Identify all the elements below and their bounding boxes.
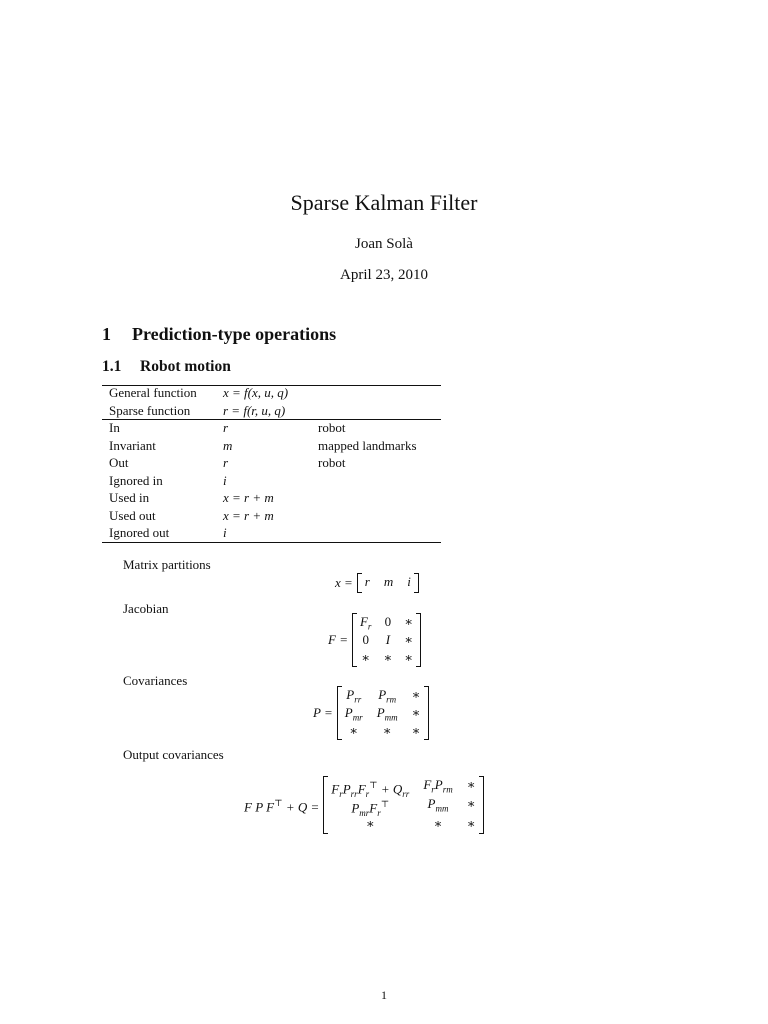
matrix-entry: i [407, 574, 411, 589]
right-bracket [424, 686, 429, 740]
table-row: Sparse function r = f(r, u, q) [109, 403, 286, 418]
jacobian-equation [328, 613, 421, 667]
section-number: 1 [102, 324, 111, 344]
matrix-entry: ∗ [411, 705, 421, 720]
table-row: Used out x = r + m [109, 508, 274, 523]
output-lhs: F P F⊤ + Q = [244, 798, 320, 815]
table-row: Out r robot [109, 455, 346, 470]
partitions-label: Matrix partitions [123, 557, 211, 572]
matrix-entry: ∗ [365, 815, 375, 831]
matrix-entry: $P_{mr}$ [344, 705, 363, 723]
partitions-lhs: x = [335, 575, 353, 590]
matrix-entry: 0 [362, 632, 369, 647]
matrix-entry: ∗ [404, 650, 414, 665]
output-covariances-label: Output covariances [123, 747, 224, 762]
author: Joan Solà [355, 236, 413, 252]
output-covariances-equation [244, 776, 484, 834]
matrix-entry: ∗ [382, 723, 392, 738]
matrix-entry: $P_{mm}$ [427, 796, 449, 815]
covariances-matrix [342, 686, 424, 740]
partitions-matrix [362, 573, 414, 593]
matrix-entry: ∗ [383, 650, 393, 665]
jacobian-lhs: F = [328, 632, 348, 647]
table-row: General function x = f(x, u, q) [109, 385, 289, 400]
covariances-equation [313, 686, 429, 740]
matrix-entry: I [385, 632, 391, 647]
subsection-number: 1.1 [102, 358, 122, 375]
table-row: Used in x = r + m [109, 490, 274, 505]
document-title: Sparse Kalman Filter [290, 190, 478, 215]
jacobian-matrix [357, 613, 416, 667]
table-row: Invariant m mapped landmarks [109, 438, 417, 453]
matrix-entry: $F_rP_{rr}F_r^⊤ + Q_{rr}$ [331, 780, 410, 799]
section-heading [102, 324, 336, 345]
covariances-label: Covariances [123, 673, 188, 688]
right-bracket [416, 613, 421, 667]
date: April 23, 2010 [340, 267, 428, 283]
table-row: Ignored out i [109, 525, 227, 540]
matrix-entry: $P_{mm}$ [376, 705, 398, 723]
matrix-entry: $P_{rm}$ [378, 687, 397, 705]
partitions-equation [335, 573, 419, 593]
right-bracket [414, 573, 419, 593]
section-title: Prediction-type operations [132, 324, 337, 344]
matrix-entry: ∗ [361, 650, 371, 665]
covariances-lhs: P = [313, 705, 333, 720]
matrix-entry: ∗ [466, 796, 476, 812]
matrix-entry: ∗ [466, 777, 476, 792]
matrix-entry: 0 [384, 614, 392, 629]
subsection-title: Robot motion [140, 358, 231, 375]
page-number: 1 [381, 988, 387, 1002]
matrix-entry: $F_r$ [359, 614, 372, 632]
matrix-entry: r [364, 574, 370, 589]
matrix-entry: $P_{rr}$ [346, 687, 362, 705]
right-bracket [479, 776, 484, 834]
matrix-entry: m [383, 574, 394, 589]
matrix-entry: ∗ [466, 815, 476, 831]
jacobian-label: Jacobian [123, 601, 169, 616]
matrix-entry: ∗ [411, 687, 421, 702]
matrix-entry: $P_{mr}F_r^⊤$ [351, 799, 390, 819]
table-row: Ignored in i [109, 473, 227, 488]
matrix-entry: ∗ [404, 614, 414, 629]
table-bottom-rule [102, 542, 441, 543]
matrix-entry: $F_rP_{rm}$ [423, 777, 453, 795]
output-matrix [328, 776, 478, 834]
matrix-entry: ∗ [404, 632, 414, 647]
table-row: In r robot [109, 420, 346, 435]
subsection-heading [102, 358, 231, 376]
matrix-entry: ∗ [411, 723, 421, 738]
matrix-entry: ∗ [349, 723, 359, 738]
matrix-entry: ∗ [433, 815, 443, 831]
